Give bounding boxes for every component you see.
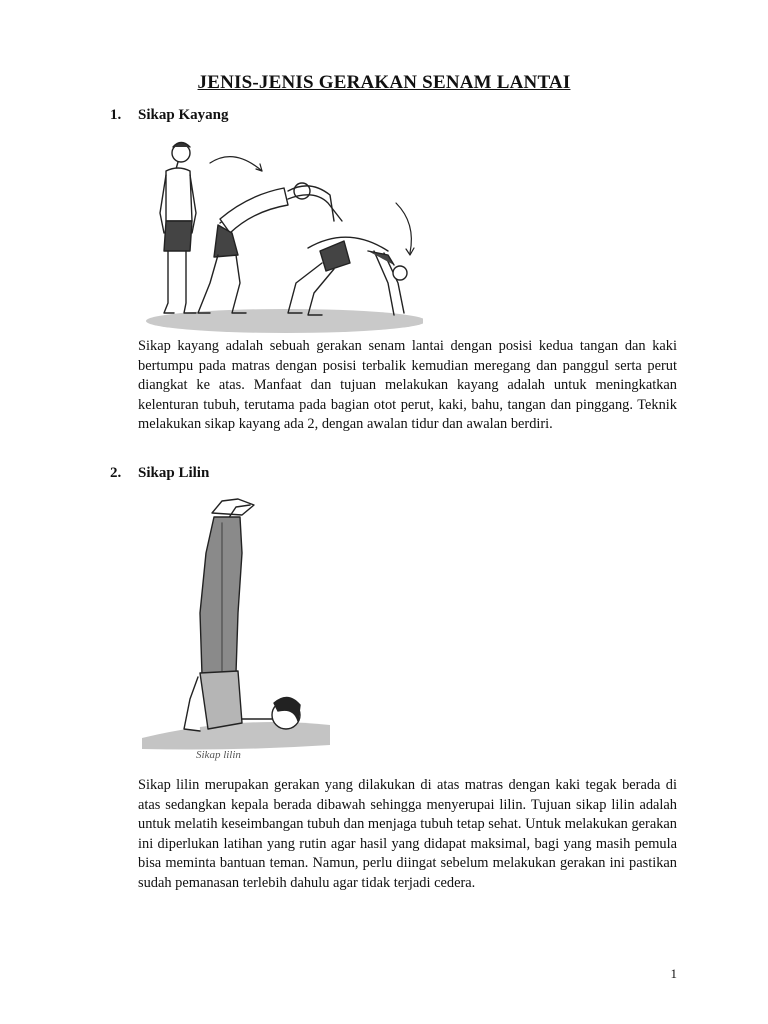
section-number: 1. bbox=[110, 107, 122, 123]
section-paragraph-lilin: Sikap lilin merupakan gerakan yang dilakukan di atas matras dengan kaki tegak berada di atas sedangkan kepala berada dibawah sehingga menyerupai lilin. Tujuan sikap lilin adalah untuk melatih keseimbangan tubuh dan menjaga tubuh tetap sehat. Untuk melakukan gerakan ini diperlukan latihan yang rutin agar hasil yang didapat maksimal, bagi yang masih pemula bisa meminta bantuan teman. Namun, perlu diingat sebelum melakukan gerakan ini pastikan sudah pemanasan terlebih dahulu agar tidak terjadi cedera. bbox=[138, 777, 677, 891]
kayang-illustration bbox=[138, 133, 423, 333]
section-title: Sikap Kayang bbox=[138, 107, 229, 123]
page-number: 1 bbox=[670, 966, 677, 981]
figure-caption: Sikap lilin bbox=[196, 749, 241, 761]
section-number: 2. bbox=[110, 465, 122, 481]
lilin-illustration bbox=[138, 493, 333, 768]
section-heading-lilin bbox=[110, 465, 209, 482]
section-heading-kayang bbox=[110, 107, 228, 124]
page-title: JENIS-JENIS GERAKAN SENAM LANTAI bbox=[197, 72, 571, 93]
section-title: Sikap Lilin bbox=[138, 465, 210, 481]
section-paragraph-kayang: Sikap kayang adalah sebuah gerakan senam lantai dengan posisi kedua tangan dan kaki bertumpu pada matras dengan posisi terbalik kemudian meregang dan panggul serta perut diangkat ke atas. Manfaat dan tujuan melakukan kayang adalah untuk meningkatkan kelenturan tubuh, terutama pada bagian otot perut, kaki, bahu, tangan dan pinggang. Teknik melakukan sikap kayang ada 2, dengan awalan tidur dan awalan berdiri. bbox=[138, 338, 677, 432]
